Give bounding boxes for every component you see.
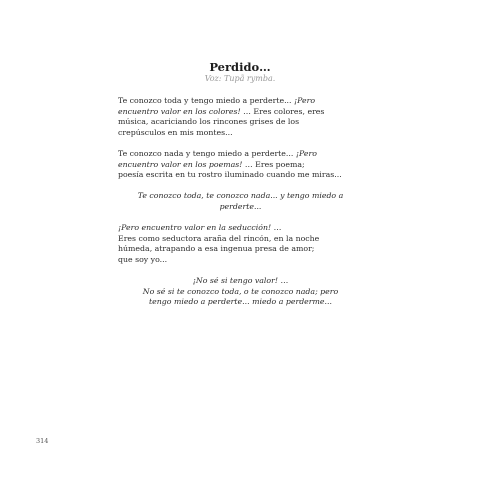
poem-title: Perdido… xyxy=(209,60,271,74)
stanza-1 xyxy=(118,96,363,138)
stanza-line: encuentro valor en los poemas! … Eres poema; xyxy=(118,159,305,169)
stanza-2 xyxy=(118,149,363,181)
stanza-line: Te conozco toda, te conozco nada... y tengo miedo a xyxy=(137,191,344,201)
stanza-line: húmeda, atrapando a esa ingenua presa de amor; xyxy=(118,244,315,254)
stanza-3 xyxy=(118,191,363,212)
stanza-line: No sé si te conozco toda, o te conozco nada; pero xyxy=(142,286,339,296)
stanza-line: ¡No sé si tengo valor! … xyxy=(192,276,289,286)
stanza-5 xyxy=(118,276,363,308)
stanza-line: crepúsculos en mis montes... xyxy=(118,127,233,137)
stanza-line: encuentro valor en los colores! … Eres colores, eres xyxy=(118,106,325,116)
stanza-line: Te conozco toda y tengo miedo a perderte... ¡Pero xyxy=(118,96,316,105)
stanza-line: ¡Pero encuentro valor en la seducción! … xyxy=(118,223,282,233)
stanza-line: tengo miedo a perderte... miedo a perderme... xyxy=(149,297,332,307)
poem-subtitle: Voz: Tupã rymba. xyxy=(204,74,276,83)
stanza-line: poesía escrita en tu rostro iluminado cuando me miras... xyxy=(118,170,342,180)
stanza-line: que soy yo... xyxy=(118,254,168,264)
stanza-4 xyxy=(118,223,363,265)
stanza-line: perderte... xyxy=(219,201,262,211)
stanza-line: música, acariciando los rincones grises de los xyxy=(118,117,300,127)
stanza-line: Te conozco nada y tengo miedo a perderte... ¡Pero xyxy=(118,148,317,158)
stanza-line: Eres como seductora araña del rincón, en la noche xyxy=(118,233,320,243)
page-number: 314 xyxy=(36,437,49,445)
poem-body xyxy=(118,96,363,318)
